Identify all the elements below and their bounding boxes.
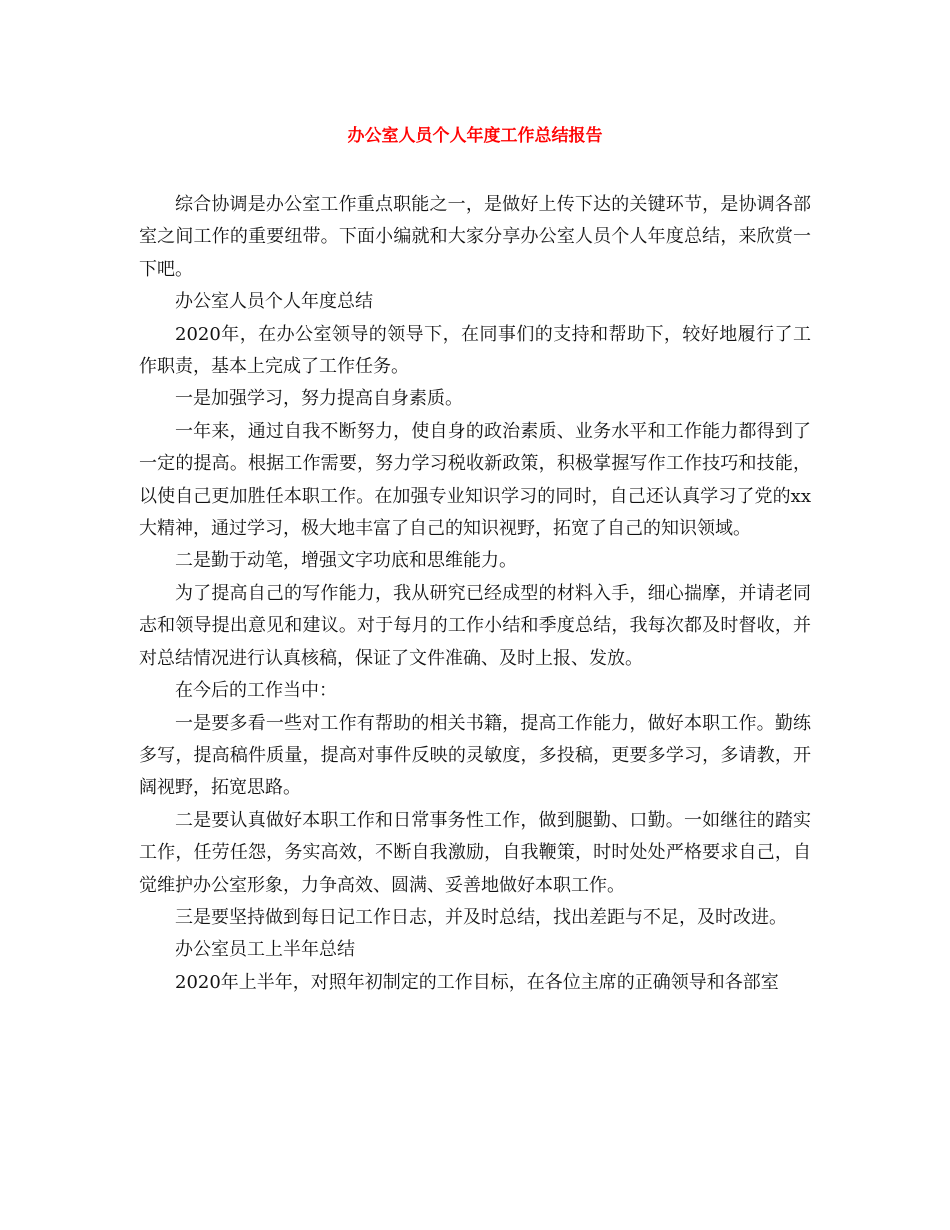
paragraph-study-detail: 一年来，通过自我不断努力，使自身的政治素质、业务水平和工作能力都得到了一定的提高。根据工作需要，努力学习税收新政策，积极掌握写作工作技巧和技能，以使自己更加胜任本职工作。在加强专业知识学习的同时，自己还认真学习了党的xx大精神，通过学习，极大地丰富了自己的知识视野，拓宽了自己的知识领域。	[139, 420, 811, 540]
paragraph-writing-detail: 为了提高自己的写作能力，我从研究已经成型的材料入手，细心揣摩，并请老同志和领导提出意见和建议。对于每月的工作小结和季度总结，我每次都及时督收，并对总结情况进行认真核稿，保证了文件准确、及时上报、发放。	[139, 582, 811, 669]
paragraph-future-work-intro: 在今后的工作当中：	[175, 680, 337, 702]
paragraph-future-point-2: 二是要认真做好本职工作和日常事务性工作，做到腿勤、口勤。一如继往的踏实工作，任劳任怨，务实高效，不断自我激励，自我鞭策，时时处处严格要求自己，自觉维护办公室形象，力争高效、圆满、妥善地做好本职工作。	[139, 809, 811, 896]
point-heading-study: 一是加强学习，努力提高自身素质。	[175, 388, 463, 410]
paragraph-intro: 综合协调是办公室工作重点职能之一，是做好上传下达的关键环节，是协调各部室之间工作的重要纽带。下面小编就和大家分享办公室人员个人年度总结，来欣赏一下吧。	[139, 194, 811, 280]
paragraph-2020-overview: 2020年，在办公室领导的领导下，在同事们的支持和帮助下，较好地履行了工作职责，基本上完成了工作任务。	[139, 323, 811, 378]
document-title: 办公室人员个人年度工作总结报告	[347, 126, 603, 146]
paragraph-half-year-intro: 2020年上半年，对照年初制定的工作目标，在各位主席的正确领导和各部室	[175, 971, 779, 993]
document-body	[139, 189, 811, 999]
section-heading-half-year-summary: 办公室员工上半年总结	[175, 939, 355, 961]
section-heading-annual-summary: 办公室人员个人年度总结	[175, 291, 373, 313]
paragraph-future-point-1: 一是要多看一些对工作有帮助的相关书籍，提高工作能力，做好本职工作。勤练多写，提高稿件质量，提高对事件反映的灵敏度，多投稿，更要多学习，多请教，开阔视野，拓宽思路。	[139, 712, 811, 799]
paragraph-future-point-3: 三是要坚持做到每日记工作日志，并及时总结，找出差距与不足，及时改进。	[175, 906, 787, 928]
point-heading-writing: 二是勤于动笔，增强文字功底和思维能力。	[175, 550, 517, 572]
